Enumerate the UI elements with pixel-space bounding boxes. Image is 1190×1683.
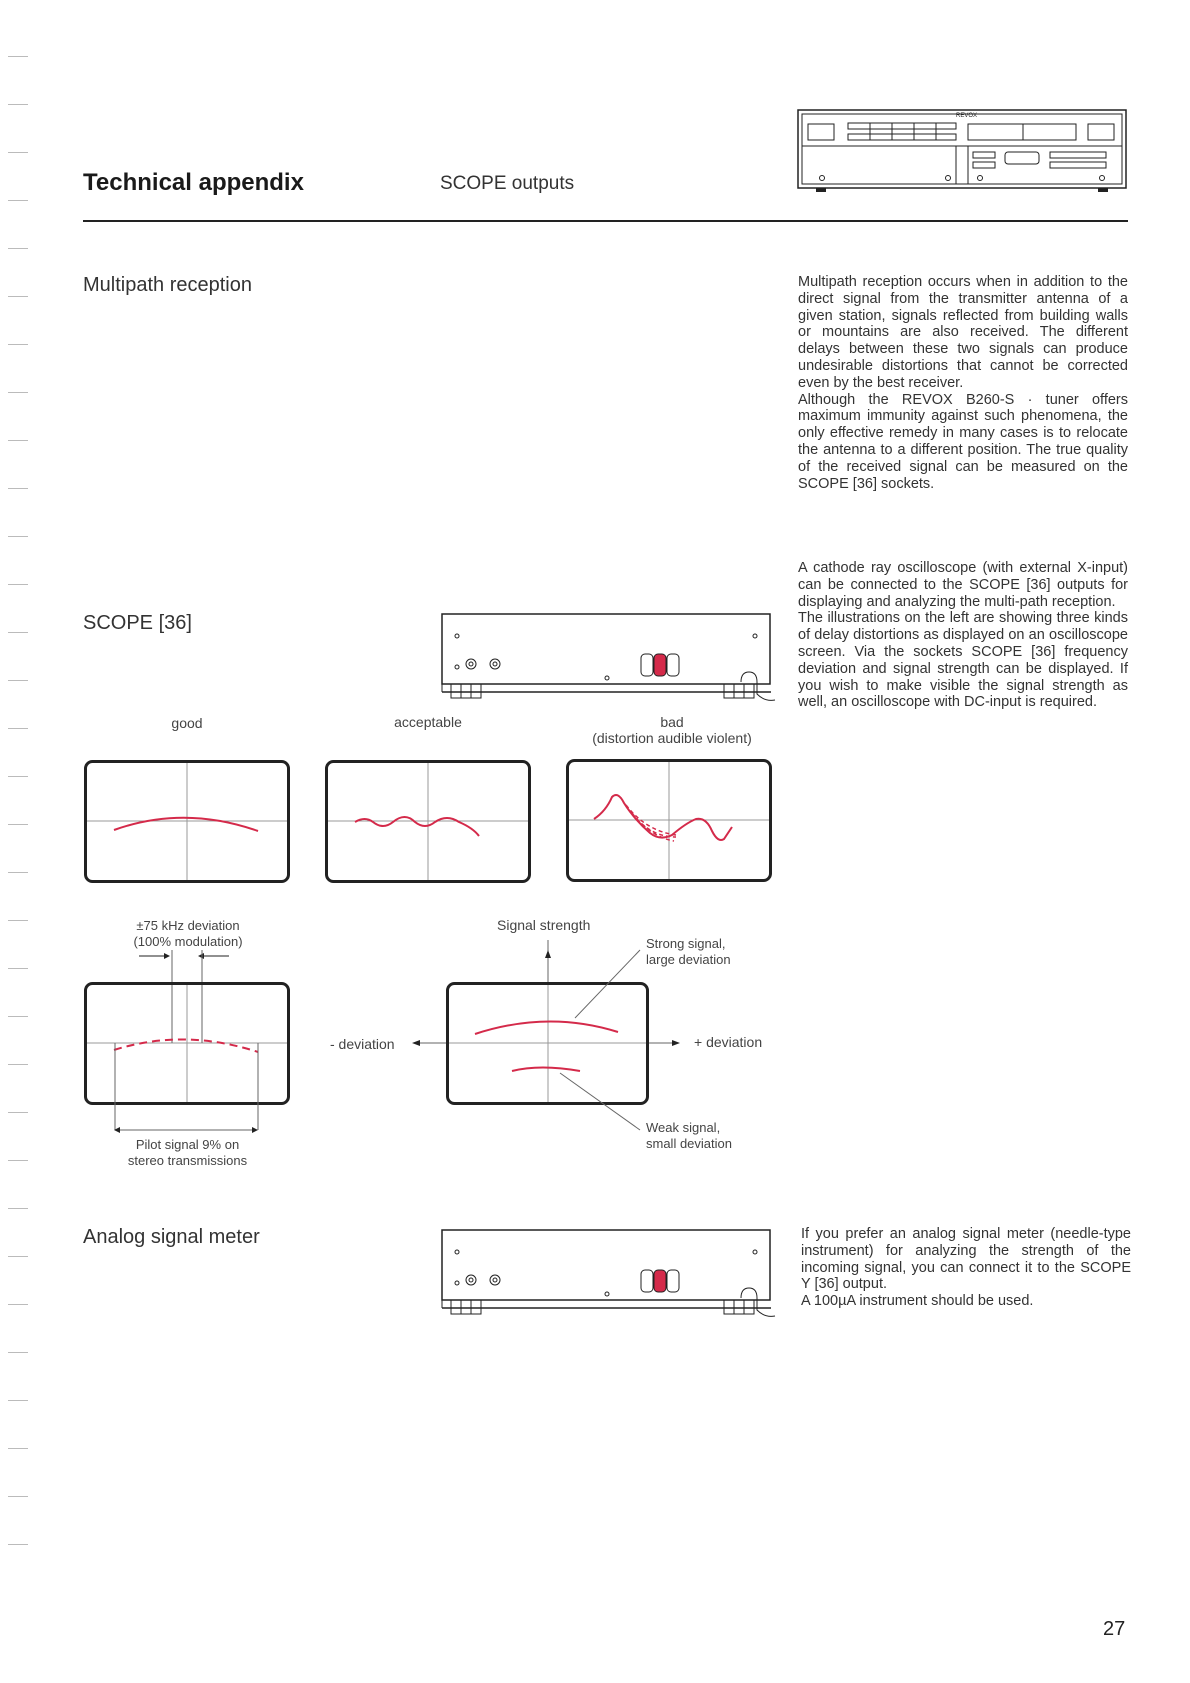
tuner-rear-illustration — [441, 612, 776, 706]
weak-line2: small deviation — [646, 1136, 732, 1151]
analog-text — [801, 1226, 1131, 1310]
multipath-paragraph-2: Although the REVOX B260-S · tuner offers maximum immunity against such phenomena, the only effective remedy in many cases is to relocate the antenna to a different position. The true quality of the received signal can be measured on the SCOPE [36] sockets. — [798, 391, 1128, 492]
analog-paragraph-1: If you prefer an analog signal meter (needle-type instrument) for analyzing the strength of the incoming signal, you can connect it to the SCOPE Y [36] output. — [801, 1226, 1131, 1293]
label-good: good — [171, 715, 203, 731]
plus-deviation-label: + deviation — [694, 1034, 763, 1050]
scope-text — [798, 560, 1128, 711]
header-rule — [83, 220, 1128, 222]
screen-good — [84, 760, 290, 884]
scope-paragraph-1: A cathode ray oscilloscope (with external X-input) can be connected to the SCOPE [36] outputs for displaying and analyzing the multi-path reception. — [798, 560, 1128, 610]
pilot-line2: stereo transmissions — [127, 1153, 248, 1168]
tuner-front-illustration — [798, 108, 1128, 192]
page-number: 27 — [1103, 1618, 1126, 1640]
multipath-paragraph-1: Multipath reception occurs when in addition to the direct signal from the transmitter antenna of a given station, signals reflected from building walls or mountains are also received. The different delays between these two signals can produce undesirable distortions that cannot be corrected even by the best receiver. — [798, 274, 1128, 391]
deviation-caption — [108, 918, 268, 950]
analog-paragraph-2: A 100µA instrument should be used. — [801, 1293, 1034, 1310]
tuner-rear-illustration-2 — [441, 1228, 776, 1322]
pilot-line1: Pilot signal 9% on — [135, 1137, 240, 1152]
page-title: Technical appendix — [83, 169, 304, 196]
screen-deviation — [84, 950, 290, 1155]
label-bad-title: bad — [660, 714, 684, 730]
heading-multipath: Multipath reception — [83, 274, 252, 296]
label-bad — [567, 714, 777, 746]
signal-strength-label: Signal strength — [497, 917, 591, 933]
scope-paragraph-2: The illustrations on the left are showing three kinds of delay distortions as displayed on an oscilloscope screen. Via the sockets SCOPE [36] frequency deviation and signal strength can be displayed. If you wish to make visible the signal strength as well, an oscilloscope with DC-input is required. — [798, 610, 1128, 711]
pilot-caption — [100, 1137, 275, 1169]
weak-line1: Weak signal, — [646, 1120, 721, 1135]
minus-deviation-label: - deviation — [330, 1036, 395, 1052]
screen-acceptable — [325, 760, 531, 884]
heading-analog: Analog signal meter — [83, 1226, 260, 1248]
modulation-label: (100% modulation) — [133, 934, 243, 949]
label-bad-note: (distortion audible violent) — [592, 730, 752, 746]
strong-line1: Strong signal, — [646, 936, 726, 951]
strong-line2: large deviation — [646, 952, 731, 967]
deviation-label: ±75 kHz deviation — [136, 918, 240, 933]
margin-ticks — [8, 56, 28, 1592]
screen-bad — [566, 759, 772, 883]
multipath-text — [798, 274, 1128, 492]
screen-strength — [410, 940, 700, 1140]
page-subtitle: SCOPE outputs — [440, 173, 575, 194]
heading-scope: SCOPE [36] — [83, 612, 192, 634]
brand-text: REVOX — [956, 113, 978, 119]
label-acceptable: acceptable — [394, 714, 462, 730]
